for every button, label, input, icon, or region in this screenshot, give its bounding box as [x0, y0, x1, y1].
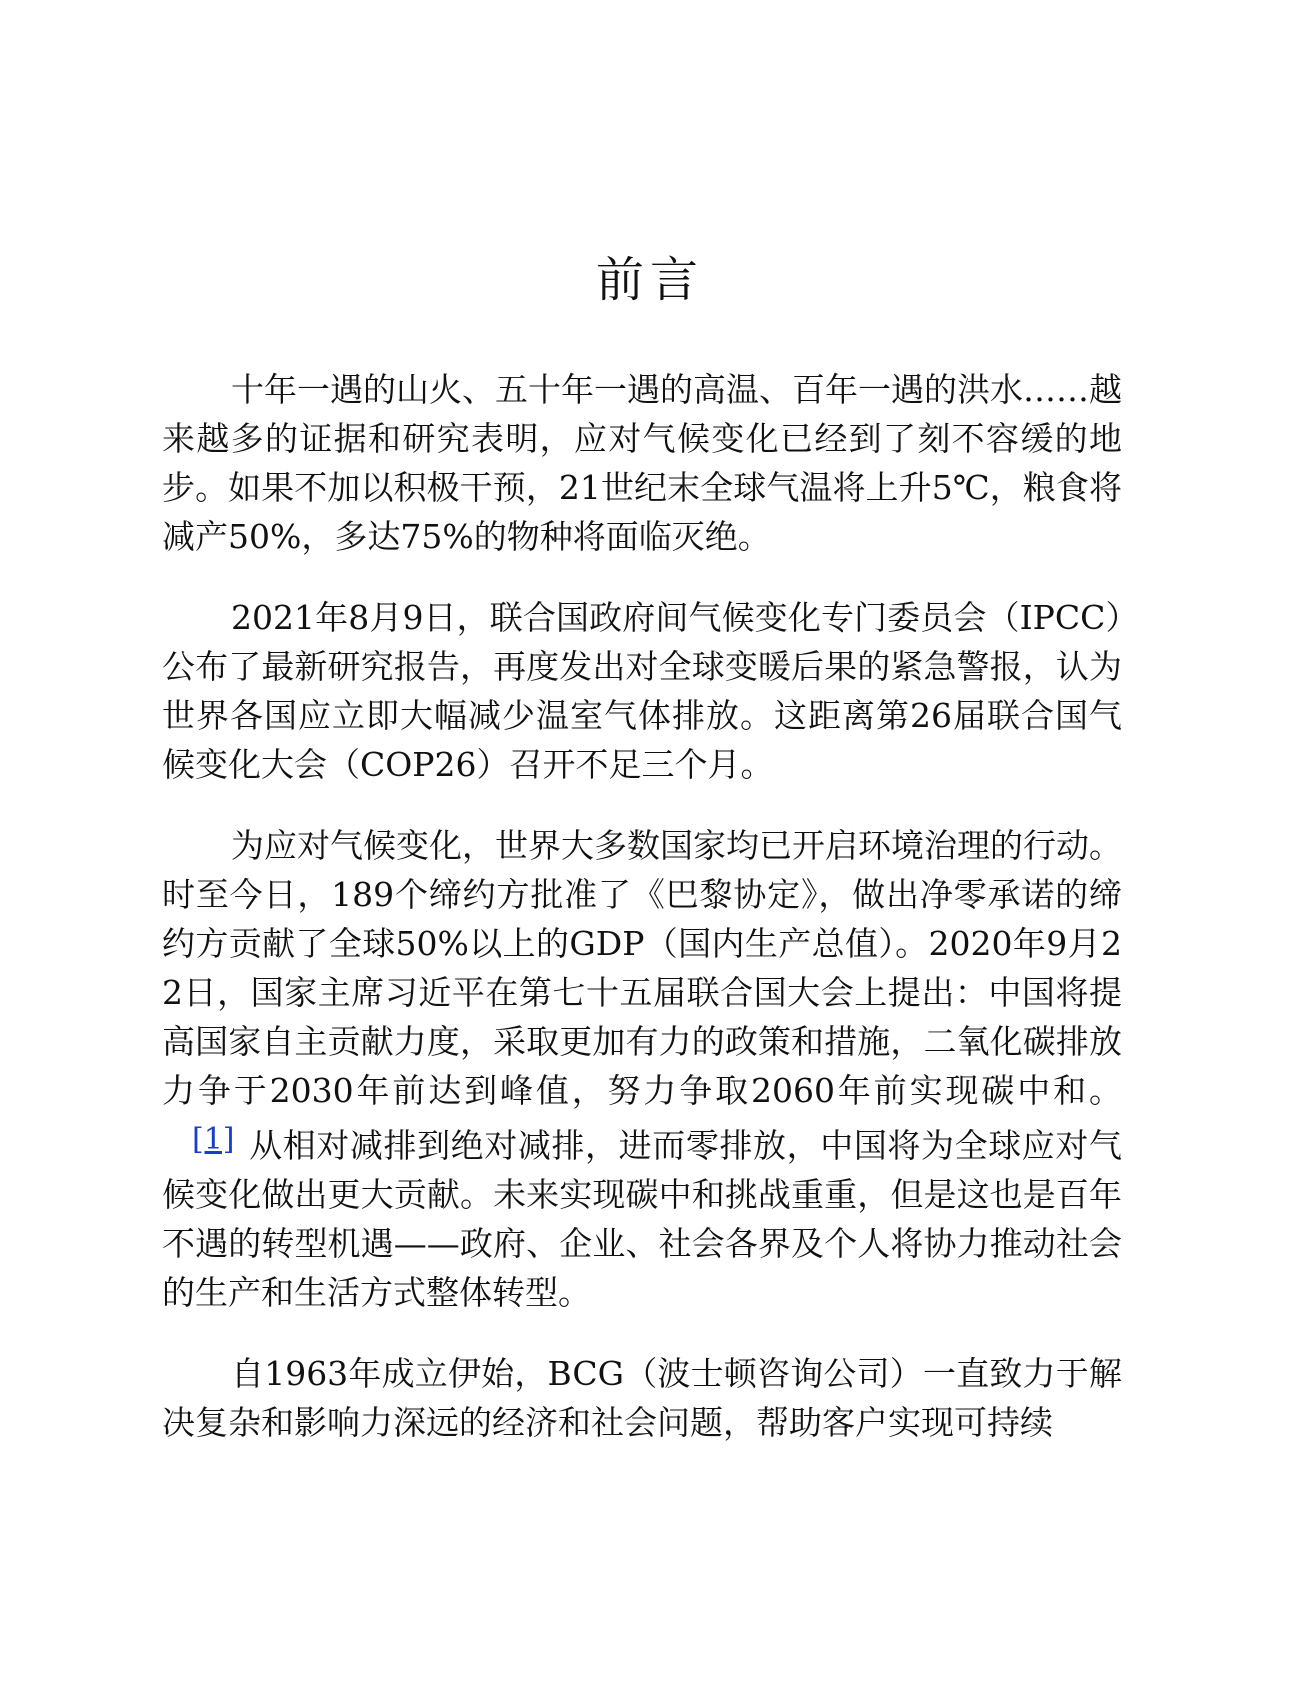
paragraph-4: 自1963年成立伊始，BCG（波士顿咨询公司）一直致力于解决复杂和影响力深远的经济和社会问题，帮助客户实现可持续 [162, 1354, 1122, 1442]
paragraph-3 [162, 821, 1122, 1317]
body-text [162, 365, 1122, 1479]
paragraph-3-text-before: 为应对气候变化，世界大多数国家均已开启环境治理的行动。时至今日，189个缔约方批准了《巴黎协定》，做出净零承诺的缔约方贡献了全球50%以上的GDP（国内生产总值）。2020年9月22日，国家主席习近平在第七十五届联合国大会上提出：中国将提高国家自主贡献力度，采取更加有力的政策和措施，二氧化碳排放力争于2030年前达到峰值，努力争取2060年前实现碳中和。 [162, 826, 1122, 1110]
paragraph-3-text-after: 从相对减排到绝对减排，进而零排放，中国将为全球应对气候变化做出更大贡献。未来实现碳中和挑战重重，但是这也是百年不遇的转型机遇——政府、企业、社会各界及个人将协力推动社会的生产和生活方式整体转型。 [162, 1126, 1122, 1312]
paragraph-1: 十年一遇的山火、五十年一遇的高温、百年一遇的洪水……越来越多的证据和研究表明，应对气候变化已经到了刻不容缓的地步。如果不加以积极干预，21世纪末全球气温将上升5℃，粮食将减产50%，多达75%的物种将面临灭绝。 [162, 370, 1122, 556]
page-title: 前言 [595, 252, 704, 308]
paragraph-2: 2021年8月9日，联合国政府间气候变化专门委员会（IPCC）公布了最新研究报告，再度发出对全球变暖后果的紧急警报，认为世界各国应立即大幅减少温室气体排放。这距离第26届联合国气候变化大会（COP26）召开不足三个月。 [162, 598, 1122, 784]
footnote-link-1[interactable]: [1] [192, 1122, 235, 1157]
